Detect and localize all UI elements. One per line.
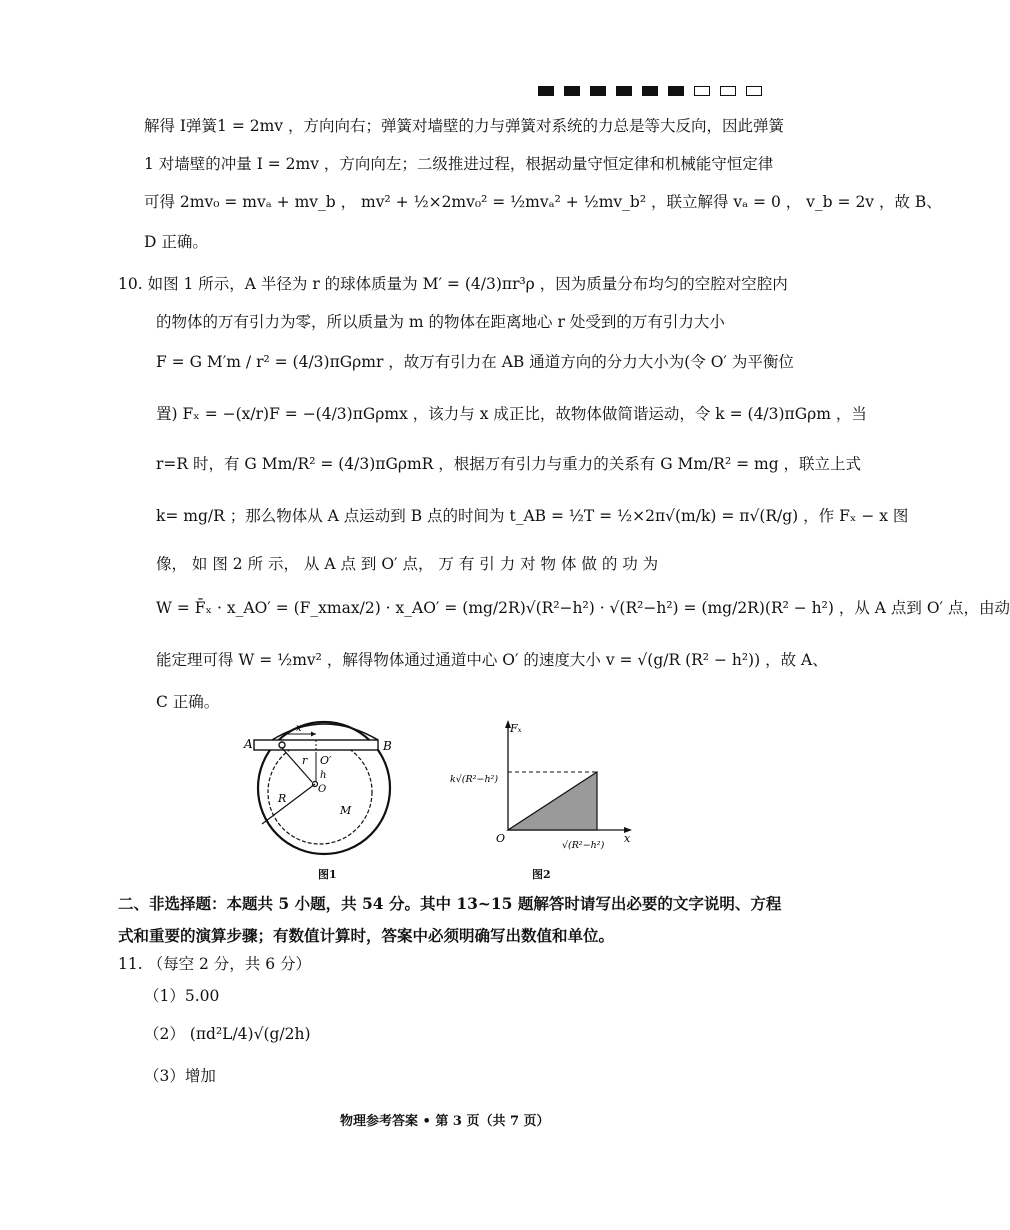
q10-line-9: 能定理可得 W = ½mv² ，解得物体通过通道中心 O′ 的速度大小 v = √(g/R (R² − h²)) ，故 A、 xyxy=(156,651,828,669)
fig1-label-R: R xyxy=(278,792,287,805)
q10-line-10: C 正确。 xyxy=(156,693,220,711)
q10-line-1: 10. 如图 1 所示，A 半径为 r 的球体质量为 M′ = (4/3)πr³ρ ，因为质量分布均匀的空腔对空腔内 xyxy=(118,275,788,293)
fig1-label-O: O xyxy=(318,784,327,795)
fig1-label-O-prime: O′ xyxy=(320,754,332,767)
q10-line-7: 像， 如 图 2 所 示， 从 A 点 到 O′ 点， 万 有 引 力 对 物 体 做 的 功 为 xyxy=(156,555,659,573)
figure-2-force-displacement-graph xyxy=(450,718,640,860)
progress-mark-empty xyxy=(694,86,710,96)
fig1-label-h: h xyxy=(320,770,327,781)
q10-line-5: r=R 时，有 G Mm/R² = (4/3)πGρmR ，根据万有引力与重力的关系有 G Mm/R² = mg ，联立上式 xyxy=(156,455,862,473)
fig1-label-r: r xyxy=(302,754,308,767)
progress-mark-empty xyxy=(746,86,762,96)
progress-mark-filled xyxy=(616,86,632,96)
q9-line-4: D 正确。 xyxy=(144,233,208,251)
fig1-label-A: A xyxy=(244,737,253,751)
q9-line-1: 解得 I弹簧1 = 2mv ，方向向右；弹簧对墙壁的力与弹簧对系统的力总是等大反向，因此弹簧 xyxy=(144,117,784,135)
figure-1-sphere-tunnel xyxy=(240,718,410,858)
fig2-y-axis-label: Fₓ xyxy=(510,722,522,735)
fig2-x-axis-label: x xyxy=(624,832,631,845)
fig1-label-B: B xyxy=(383,739,392,753)
progress-mark-filled xyxy=(642,86,658,96)
q10-line-2: 的物体的万有引力为零，所以质量为 m 的物体在距离地心 r 处受到的万有引力大小 xyxy=(156,313,725,331)
q11-title: 11. （每空 2 分，共 6 分） xyxy=(118,955,312,973)
progress-mark-filled xyxy=(538,86,554,96)
section-2-line-2: 式和重要的演算步骤；有数值计算时，答案中必须明确写出数值和单位。 xyxy=(118,926,615,945)
fig2-y-value-label: k√(R²−h²) xyxy=(450,774,499,785)
fig2-origin-label: O xyxy=(496,832,506,845)
q10-line-3: F = G M′m / r² = (4/3)πGρmr ，故万有引力在 AB 通道方向的分力大小为(令 O′ 为平衡位 xyxy=(156,353,794,371)
progress-mark-filled xyxy=(564,86,580,96)
figure-2-caption: 图2 xyxy=(532,868,551,881)
q11-answer-3: （3）增加 xyxy=(144,1067,216,1085)
progress-mark-empty xyxy=(720,86,736,96)
fig1-label-x: x xyxy=(296,723,302,734)
fig2-x-value-label: √(R²−h²) xyxy=(562,840,605,851)
progress-mark-filled xyxy=(590,86,606,96)
q10-line-6: k= mg/R ；那么物体从 A 点运动到 B 点的时间为 t_AB = ½T = ½×2π√(m/k) = π√(R/g) ，作 Fₓ − x 图 xyxy=(156,507,909,525)
q9-line-3: 可得 2mv₀ = mvₐ + mv_b ， mv² + ½×2mv₀² = ½mvₐ² + ½mv_b² ，联立解得 vₐ = 0 ， v_b = 2v ，故 B、 xyxy=(144,193,942,211)
q10-line-8: W = F̄ₓ · x_AO′ = (F_xmax/2) · x_AO′ = (mg/2R)√(R²−h²) · √(R²−h²) = (mg/2R)(R² − h²) ，从 A 点到 O′ 点，由动 xyxy=(156,599,1010,617)
page-footer: 物理参考答案 • 第 3 页（共 7 页） xyxy=(340,1114,550,1129)
figure-1-caption: 图1 xyxy=(318,868,337,881)
q11-answer-1: （1）5.00 xyxy=(144,987,220,1005)
fig1-label-M: M xyxy=(340,804,352,817)
q11-answer-2: （2） (πd²L/4)√(g/2h) xyxy=(144,1025,311,1043)
q9-line-2: 1 对墙壁的冲量 I = 2mv ，方向向左；二级推进过程，根据动量守恒定律和机械能守恒定律 xyxy=(144,155,774,173)
progress-mark-filled xyxy=(668,86,684,96)
section-2-line-1: 二、非选择题：本题共 5 小题，共 54 分。其中 13~15 题解答时请写出必要的文字说明、方程 xyxy=(118,894,782,913)
q10-line-4: 置) Fₓ = −(x/r)F = −(4/3)πGρmx ，该力与 x 成正比，故物体做简谐运动，令 k = (4/3)πGρm ，当 xyxy=(156,405,867,423)
